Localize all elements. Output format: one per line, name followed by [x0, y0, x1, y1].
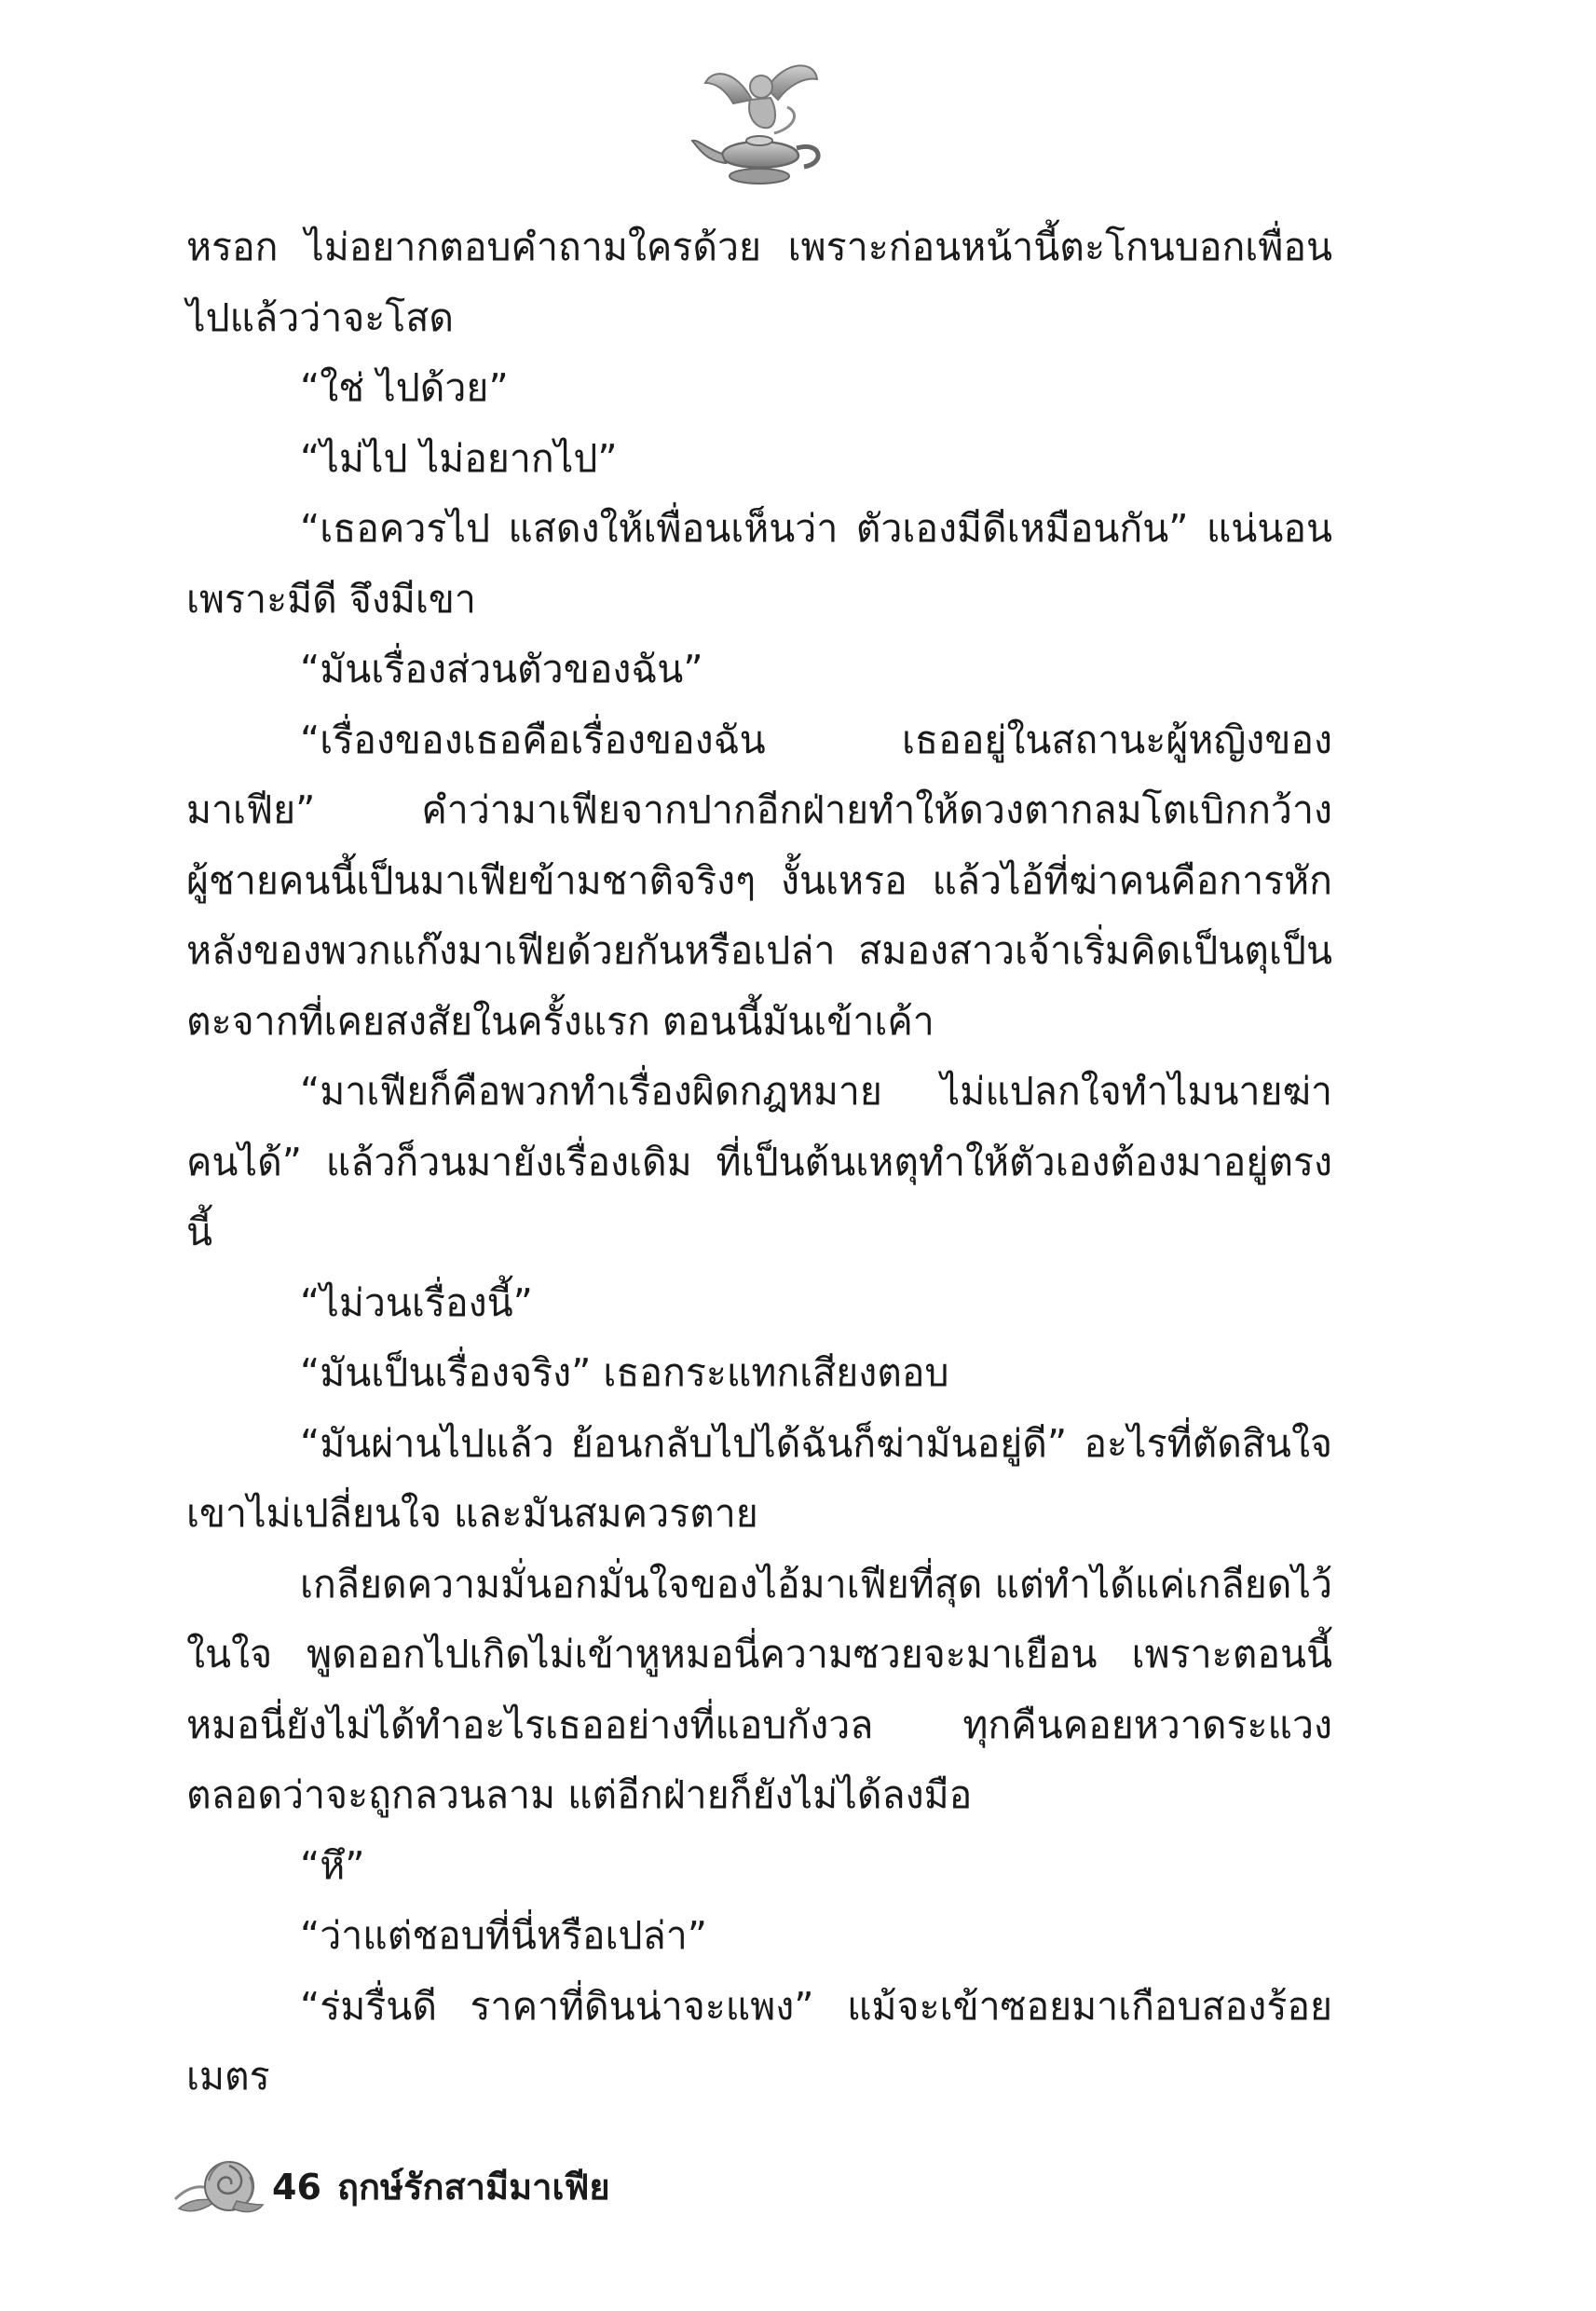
- paragraph: “เรื่องของเธอคือเรื่องของฉัน เธออยู่ในสถานะผู้หญิงของมาเฟีย” คำว่ามาเฟียจากปากอีกฝ่ายทำให้ดวงตากลมโตเบิกกว้าง ผู้ชายคนนี้เป็นมาเฟียข้ามชาติจริงๆ งั้นเหรอ แล้วไอ้ที่ฆ่าคนคือการหักหลังของพวกแก๊งมาเฟียด้วยกันหรือเปล่า สมองสาวเจ้าเริ่มคิดเป็นตุเป็นตะจากที่เคยสงสัยในครั้งแรก ตอนนี้มันเข้าเค้า: [186, 717, 1332, 1044]
- paragraph: “ใช่ ไปด้วย”: [300, 365, 509, 410]
- paragraph: “มันเป็นเรื่องจริง” เธอกระแทกเสียงตอบ: [300, 1350, 949, 1395]
- paragraph: “ไม่วนเรื่องนี้”: [300, 1279, 533, 1325]
- paragraph: “ว่าแต่ชอบที่นี่หรือเปล่า”: [300, 1913, 707, 1958]
- paragraph: “มันเรื่องส่วนตัวของฉัน”: [300, 647, 703, 691]
- cupid-teapot-ornament-icon: [685, 51, 834, 196]
- paragraph: เกลียดความมั่นอกมั่นใจของไอ้มาเฟียที่สุด แต่ทำได้แค่เกลียดไว้ในใจ พูดออกไปเกิดไม่เข้าหูหมอนี่ความซวยจะมาเยือน เพราะตอนนี้หมอนี่ยังไม่ได้ทำอะไรเธออย่างที่แอบกังวล ทุกคืนคอยหวาดระแวงตลอดว่าจะถูกลวนลาม แต่อีกฝ่ายก็ยังไม่ได้ลงมือ: [186, 1561, 1332, 1817]
- page-number: 46: [272, 2167, 321, 2208]
- paragraph: หรอก ไม่อยากตอบคำถามใครด้วย เพราะก่อนหน้านี้ตะโกนบอกเพื่อนไปแล้วว่าจะโสด: [186, 225, 1332, 340]
- paragraph: “มาเฟียก็คือพวกทำเรื่องผิดกฎหมาย ไม่แปลกใจทำไมนายฆ่าคนได้” แล้วก็วนมายังเรื่องเดิม ที่เป็นต้นเหตุทำให้ตัวเองต้องมาอยู่ตรงนี้: [186, 1069, 1332, 1254]
- paragraph: “เธอควรไป แสดงให้เพื่อนเห็นว่า ตัวเองมีดีเหมือนกัน” แน่นอนเพราะมีดี จึงมีเขา: [186, 506, 1332, 622]
- page-footer: [168, 2143, 913, 2227]
- paragraph: “หึ”: [300, 1842, 365, 1888]
- body-text: [186, 212, 1332, 2113]
- paragraph: “ร่มรื่นดี ราคาที่ดินน่าจะแพง” แม้จะเข้าซอยมาเกือบสองร้อยเมตร: [186, 1983, 1332, 2099]
- book-title: ฤกษ์รักสามีมาเฟีย: [337, 2167, 610, 2208]
- rose-flower-icon: [168, 2143, 266, 2227]
- paragraph: “ไม่ไป ไม่อยากไป”: [300, 435, 618, 481]
- paragraph: “มันผ่านไปแล้ว ย้อนกลับไปได้ฉันก็ฆ่ามันอยู่ดี” อะไรที่ตัดสินใจเขาไม่เปลี่ยนใจ และมันสมควรตาย: [186, 1420, 1332, 1536]
